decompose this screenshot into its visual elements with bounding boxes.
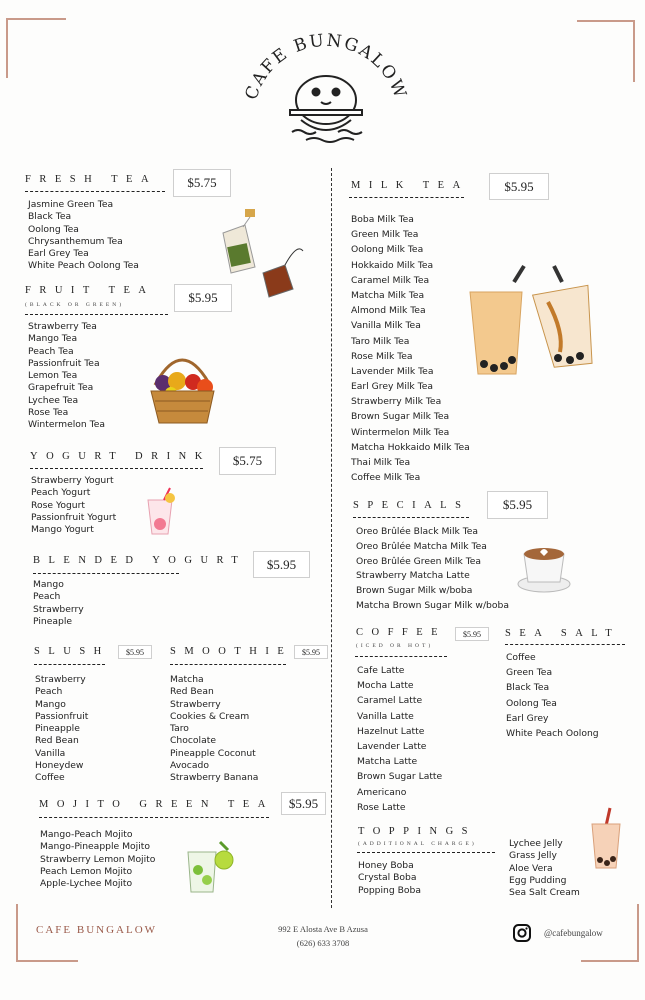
toppings-title: TOPPINGS <box>358 826 476 837</box>
list-item: Strawberry Yogurt <box>31 475 114 486</box>
list-item: Brown Sugar Latte <box>357 771 443 783</box>
coffee-title: COFFEE <box>356 627 447 638</box>
boba-cup-icon <box>588 806 624 870</box>
list-item: Avocado <box>170 760 209 772</box>
list-item: Wintermelon Milk Tea <box>351 426 450 438</box>
milk-tea-title: MILK TEA <box>351 180 469 191</box>
list-item: Passionfruit Tea <box>28 357 100 369</box>
yogurt-drink-price: $5.75 <box>219 447 276 475</box>
mojito-icon <box>182 838 234 896</box>
list-item: Almond Milk Tea <box>351 305 426 317</box>
list-item: Peach <box>33 591 61 603</box>
fresh-tea-list <box>28 199 139 273</box>
list-item: Honey Boba <box>358 860 414 871</box>
list-item: Peach <box>35 686 63 698</box>
list-item: Mango Yogurt <box>31 524 94 536</box>
list-item: Crystal Boba <box>358 872 417 884</box>
toppings-subtitle: (ADDITIONAL CHARGE) <box>358 841 477 847</box>
instagram-handle[interactable]: @cafebungalow <box>544 928 603 938</box>
list-item: Peach Yogurt <box>31 487 91 499</box>
list-item: Apple-Lychee Mojito <box>40 878 133 890</box>
corner-ornament-top-right <box>577 20 635 82</box>
slush-underline <box>34 664 105 665</box>
mojito-list <box>40 829 155 890</box>
slush-title: SLUSH <box>34 646 110 657</box>
list-item: Coffee <box>506 652 536 663</box>
blended-yogurt-list <box>33 579 84 628</box>
list-item: Vanilla <box>35 747 66 759</box>
list-item: Lychee Jelly <box>509 838 563 849</box>
list-item: Pineaple <box>33 615 73 627</box>
fruit-tea-list <box>28 321 105 432</box>
list-item: Strawberry Banana <box>170 772 259 784</box>
list-item: Matcha Milk Tea <box>351 289 425 301</box>
milk-tea-underline <box>349 197 464 198</box>
fruit-basket-icon <box>145 345 220 430</box>
milk-tea-price: $5.95 <box>489 173 549 200</box>
latte-cup-icon <box>516 538 572 596</box>
blended-yogurt-underline <box>33 573 179 574</box>
list-item: Taro <box>170 723 189 735</box>
list-item: Strawberry <box>35 674 86 685</box>
footer-brand-name: CAFE BUNGALOW <box>36 924 158 936</box>
list-item: Brown Sugar Milk w/boba <box>356 585 473 597</box>
list-item: Chocolate <box>170 735 216 747</box>
specials-list <box>356 525 509 614</box>
list-item: Strawberry <box>33 603 84 615</box>
sea-salt-underline <box>505 644 625 645</box>
list-item: Rose Tea <box>28 407 69 419</box>
list-item: Red Bean <box>35 735 79 747</box>
mojito-price: $5.95 <box>281 792 326 815</box>
milk-tea-cups-icon <box>466 262 598 384</box>
mojito-underline <box>39 817 269 818</box>
list-item: Matcha Brown Sugar Milk w/boba <box>356 599 509 611</box>
list-item: Strawberry Matcha Latte <box>356 570 470 582</box>
yogurt-drink-title: YOGURT DRINK <box>30 451 211 462</box>
specials-price: $5.95 <box>487 491 548 519</box>
list-item: Honeydew <box>35 760 84 772</box>
fruit-tea-subtitle: (BLACK OR GREEN) <box>25 302 125 308</box>
yogurt-drink-list <box>31 475 116 536</box>
blended-yogurt-price: $5.95 <box>253 551 310 578</box>
list-item: Matcha Latte <box>357 756 418 768</box>
list-item: Americano <box>357 786 407 798</box>
list-item: Strawberry Tea <box>28 321 97 332</box>
list-item: Red Bean <box>170 686 214 698</box>
logo-brand-text: CAFE BUNGALOW <box>241 30 411 103</box>
toppings-underline <box>357 852 495 853</box>
list-item: Rose Milk Tea <box>351 350 413 362</box>
list-item: White Peach Oolong Tea <box>28 260 139 272</box>
list-item: Jasmine Green Tea <box>28 199 114 210</box>
list-item: Mango-Pineapple Mojito <box>40 841 150 853</box>
list-item: Passionfruit <box>35 710 89 722</box>
list-item: Oolong Tea <box>28 223 79 235</box>
fruit-tea-underline <box>25 314 168 315</box>
list-item: Vanilla Latte <box>357 710 414 722</box>
smoothie-underline <box>170 664 286 665</box>
list-item: Chrysanthemum Tea <box>28 235 123 247</box>
list-item: Lavender Milk Tea <box>351 365 434 377</box>
list-item: Black Tea <box>28 211 72 223</box>
list-item: Lychee Tea <box>28 394 79 406</box>
list-item: Taro Milk Tea <box>351 335 410 347</box>
list-item: Earl Grey Tea <box>28 248 89 260</box>
fresh-tea-title: FRESH TEA <box>25 174 158 185</box>
cafe-logo <box>226 20 426 170</box>
sea-salt-list <box>506 650 599 741</box>
slush-list <box>35 674 88 785</box>
list-item: Boba Milk Tea <box>351 214 414 225</box>
fruit-tea-price: $5.95 <box>174 284 232 312</box>
list-item: Caramel Milk Tea <box>351 274 430 286</box>
list-item: Grapefruit Tea <box>28 382 94 394</box>
list-item: Strawberry Milk Tea <box>351 396 442 408</box>
fresh-tea-price: $5.75 <box>173 169 231 197</box>
milk-tea-list <box>351 212 470 485</box>
list-item: Popping Boba <box>358 884 422 896</box>
coffee-list <box>357 663 442 815</box>
list-item: Caramel Latte <box>357 695 423 707</box>
list-item: White Peach Oolong <box>506 727 599 739</box>
list-item: Coffee <box>35 772 65 784</box>
footer-address: 992 E Alosta Ave B Azusa <box>278 924 368 934</box>
list-item: Cookies & Cream <box>170 710 250 722</box>
list-item: Hokkaido Milk Tea <box>351 259 434 271</box>
list-item: Vanilla Milk Tea <box>351 320 421 332</box>
smoothie-title: SMOOTHIE <box>170 646 293 657</box>
toppings-list-left <box>358 860 421 897</box>
list-item: Matcha <box>170 674 204 685</box>
list-item: Peach Lemon Mojito <box>40 865 133 877</box>
toppings-list-right <box>509 838 580 899</box>
specials-title: SPECIALS <box>353 500 470 511</box>
coffee-underline <box>355 656 447 657</box>
list-item: Peach Tea <box>28 345 74 357</box>
list-item: Grass Jelly <box>509 850 557 862</box>
list-item: Aloe Vera <box>509 862 553 874</box>
list-item: Earl Grey <box>506 712 549 724</box>
footer-phone: (626) 633 3708 <box>296 938 350 948</box>
list-item: Green Milk Tea <box>351 229 419 241</box>
yogurt-drink-icon <box>140 486 180 540</box>
list-item: Oreo Brûlée Matcha Milk Tea <box>356 540 487 552</box>
list-item: Coffee Milk Tea <box>351 472 421 484</box>
sea-salt-title: SEA SALT <box>505 628 621 639</box>
blended-yogurt-title: BLENDED YOGURT <box>33 555 247 566</box>
list-item: Pineapple <box>35 723 80 735</box>
footer-address-block <box>268 922 378 950</box>
list-item: Cafe Latte <box>357 665 405 676</box>
list-item: Earl Grey Milk Tea <box>351 381 433 393</box>
slush-price: $5.95 <box>118 645 152 659</box>
list-item: Matcha Hokkaido Milk Tea <box>351 441 470 453</box>
column-divider <box>331 168 332 908</box>
coffee-subtitle: (ICED OR HOT) <box>356 643 434 649</box>
list-item: Mocha Latte <box>357 680 414 692</box>
list-item: Oreo Brûlée Black Milk Tea <box>356 526 479 537</box>
list-item: Sea Salt Cream <box>509 887 580 899</box>
list-item: Black Tea <box>506 682 550 694</box>
list-item: Strawberry <box>170 698 221 710</box>
list-item: Lavender Latte <box>357 740 427 752</box>
list-item: Rose Latte <box>357 801 406 813</box>
list-item: Lemon Tea <box>28 370 78 382</box>
list-item: Mango <box>33 579 64 590</box>
list-item: Egg Pudding <box>509 874 567 886</box>
list-item: Rose Yogurt <box>31 499 85 511</box>
list-item: Oolong Tea <box>506 697 557 709</box>
fruit-tea-title: FRUIT TEA <box>25 285 155 296</box>
yogurt-drink-underline <box>30 468 203 469</box>
list-item: Strawberry Lemon Mojito <box>40 853 156 865</box>
list-item: Mango-Peach Mojito <box>40 829 133 840</box>
list-item: Pineapple Coconut <box>170 747 256 759</box>
list-item: Brown Sugar Milk Tea <box>351 411 450 423</box>
list-item: Hazelnut Latte <box>357 725 425 737</box>
smoothie-list <box>170 674 258 785</box>
mojito-title: MOJITO GREEN TEA <box>39 799 274 810</box>
fresh-tea-underline <box>25 191 165 192</box>
seal-mascot-icon <box>290 76 362 142</box>
list-item: Wintermelon Tea <box>28 419 105 431</box>
specials-underline <box>353 517 469 518</box>
list-item: Mango <box>35 698 66 710</box>
list-item: Green Tea <box>506 667 553 679</box>
instagram-icon <box>513 924 531 942</box>
corner-ornament-top-left <box>6 18 66 78</box>
list-item: Passionfruit Yogurt <box>31 511 117 523</box>
smoothie-price: $5.95 <box>294 645 328 659</box>
list-item: Oreo Brûlée Green Milk Tea <box>356 555 482 567</box>
list-item: Mango Tea <box>28 333 78 345</box>
list-item: Oolong Milk Tea <box>351 244 424 256</box>
coffee-price: $5.95 <box>455 627 489 641</box>
list-item: Thai Milk Tea <box>351 457 411 468</box>
